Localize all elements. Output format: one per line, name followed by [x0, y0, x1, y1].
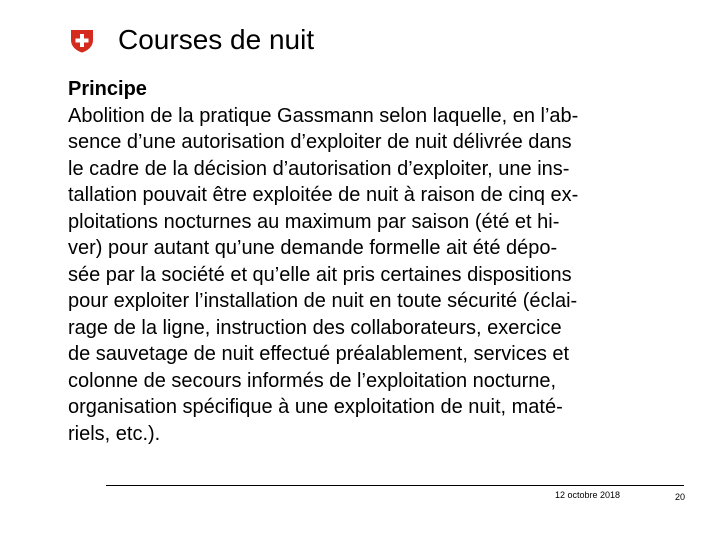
text-line: sée par la société et qu’elle ait pris certaines dispositions — [68, 263, 572, 286]
footer-date: 12 octobre 2018 — [555, 490, 621, 500]
paragraph — [68, 103, 688, 448]
text-line: ver) pour autant qu’une demande formelle ait été dépo- — [68, 237, 558, 259]
text-line: le cadre de la décision d’autorisation d’exploiter, une ins- — [68, 157, 570, 180]
section-heading: Principe — [68, 78, 147, 100]
text-line: rage de la ligne, instruction des collaborateurs, exercice — [68, 316, 562, 339]
text-line: riels, etc.). — [68, 422, 161, 445]
body-text — [68, 76, 688, 447]
text-line: colonne de secours informés de l’exploitation nocturne, — [68, 369, 557, 392]
footer-divider — [106, 485, 684, 486]
text-line: pour exploiter l’installation de nuit en toute sécurité (éclai- — [68, 290, 578, 312]
text-line: de sauvetage de nuit effectué préalablement, services et — [68, 343, 570, 365]
page-number: 20 — [675, 492, 686, 502]
text-line: tallation pouvait être exploitée de nuit à raison de cinq ex- — [68, 184, 579, 206]
page-title: Courses de nuit — [118, 24, 315, 55]
text-line: Abolition de la pratique Gassmann selon laquelle, en l’ab- — [68, 104, 579, 127]
text-line: organisation spécifique à une exploitation de nuit, maté- — [68, 396, 563, 418]
swiss-cross-icon — [70, 29, 94, 53]
text-line: ploitations nocturnes au maximum par saison (été et hi- — [68, 210, 560, 233]
text-line: sence d’une autorisation d’exploiter de nuit délivrée dans — [68, 131, 572, 153]
